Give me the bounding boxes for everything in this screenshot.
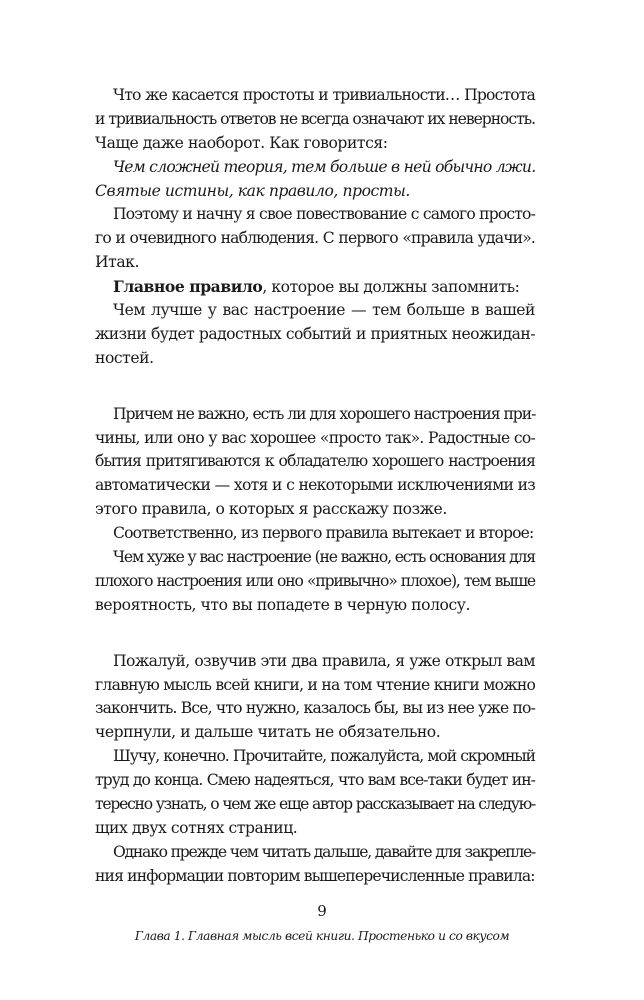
text-line: и тривиальность ответов не всегда означают их неверность. — [95, 109, 535, 128]
text-line: бытия притягиваются к обладателю хорошего настроения — [95, 452, 535, 471]
text-line: чины, или оно у вас хорошее «просто так». Радостные со- — [95, 428, 535, 447]
rule-statement — [95, 546, 535, 618]
text-line: труд до конца. Смею надеяться, что вам все-таки будет ин- — [95, 771, 535, 790]
text-line: Причем не важно, есть ли для хорошего настроения при- — [113, 404, 536, 423]
paragraph — [95, 275, 535, 299]
text-line: главную мысль всей книги, и на том чтение книги можно — [95, 675, 536, 694]
text-line — [95, 275, 535, 299]
text-line: жизни будет радостных событий и приятных неожидан- — [95, 324, 535, 343]
text-line: черпнули, и дальше читать не обязательно. — [95, 723, 441, 742]
text-line: тересно узнать, о чем же еще автор рассказывает на следую- — [95, 795, 535, 814]
text-line: Однако прежде чем читать дальше, давайте для закрепле- — [113, 842, 535, 861]
paragraph — [95, 84, 535, 156]
text-line: закончить. Все, что нужно, казалось бы, вы из нее уже по- — [95, 699, 535, 718]
quote-line: Святые истины, как правило, просты. — [95, 181, 410, 200]
text-line: Поэтому и начну я свое повествование с самого просто- — [113, 205, 535, 224]
page-number: 9 — [317, 902, 327, 920]
text-line: ния информации повторим вышеперечисленные правила: — [95, 866, 535, 885]
rule-statement — [95, 299, 535, 371]
book-page-body — [95, 84, 535, 889]
text-fragment: , которое вы должны запомнить: — [262, 278, 520, 297]
text-line: Чаще даже наоборот. Как говорится: — [95, 133, 388, 152]
text-line: плохого настроения или оно «привычно» плохое), тем выше — [95, 571, 535, 590]
paragraph — [95, 650, 535, 746]
section-gap — [95, 618, 535, 650]
text-line: Итак. — [95, 253, 139, 272]
paragraph — [95, 841, 535, 889]
paragraph — [95, 522, 535, 546]
epigraph-quote — [95, 156, 535, 204]
text-line: го и очевидного наблюдения. С первого «правила удачи». — [95, 229, 535, 248]
main-rule-term: Главное правило — [113, 277, 263, 297]
text-line: вероятность, что вы попадете в черную полосу. — [95, 595, 470, 614]
text-line: Что же касается простоты и тривиальности… Простота — [113, 86, 535, 104]
text-line: Чем лучше у вас настроение — тем больше в вашей — [113, 301, 535, 320]
text-line: автоматически — хотя и с некоторыми исключениями из — [95, 476, 535, 495]
text-line: щих двух сотнях страниц. — [95, 818, 298, 837]
paragraph — [95, 203, 535, 275]
running-footer-title: Глава 1. Главная мысль всей книги. Простенько и со вкусом — [134, 929, 510, 943]
text-line: ностей. — [95, 348, 154, 367]
text-line: Соответственно, из первого правила вытекает и второе: — [113, 524, 534, 543]
text-line: Шучу, конечно. Прочитайте, пожалуйста, мой скромный — [113, 747, 535, 766]
paragraph — [95, 403, 535, 522]
text-line: Пожалуй, озвучив эти два правила, я уже открыл вам — [113, 651, 535, 670]
section-gap — [95, 371, 535, 403]
quote-line: Чем сложней теория, тем больше в ней обычно лжи. — [113, 157, 536, 176]
text-line: этого правила, о которых я расскажу позже. — [95, 500, 447, 519]
paragraph — [95, 745, 535, 841]
text-line: Чем хуже у вас настроение (не важно, есть основания для — [113, 548, 535, 567]
